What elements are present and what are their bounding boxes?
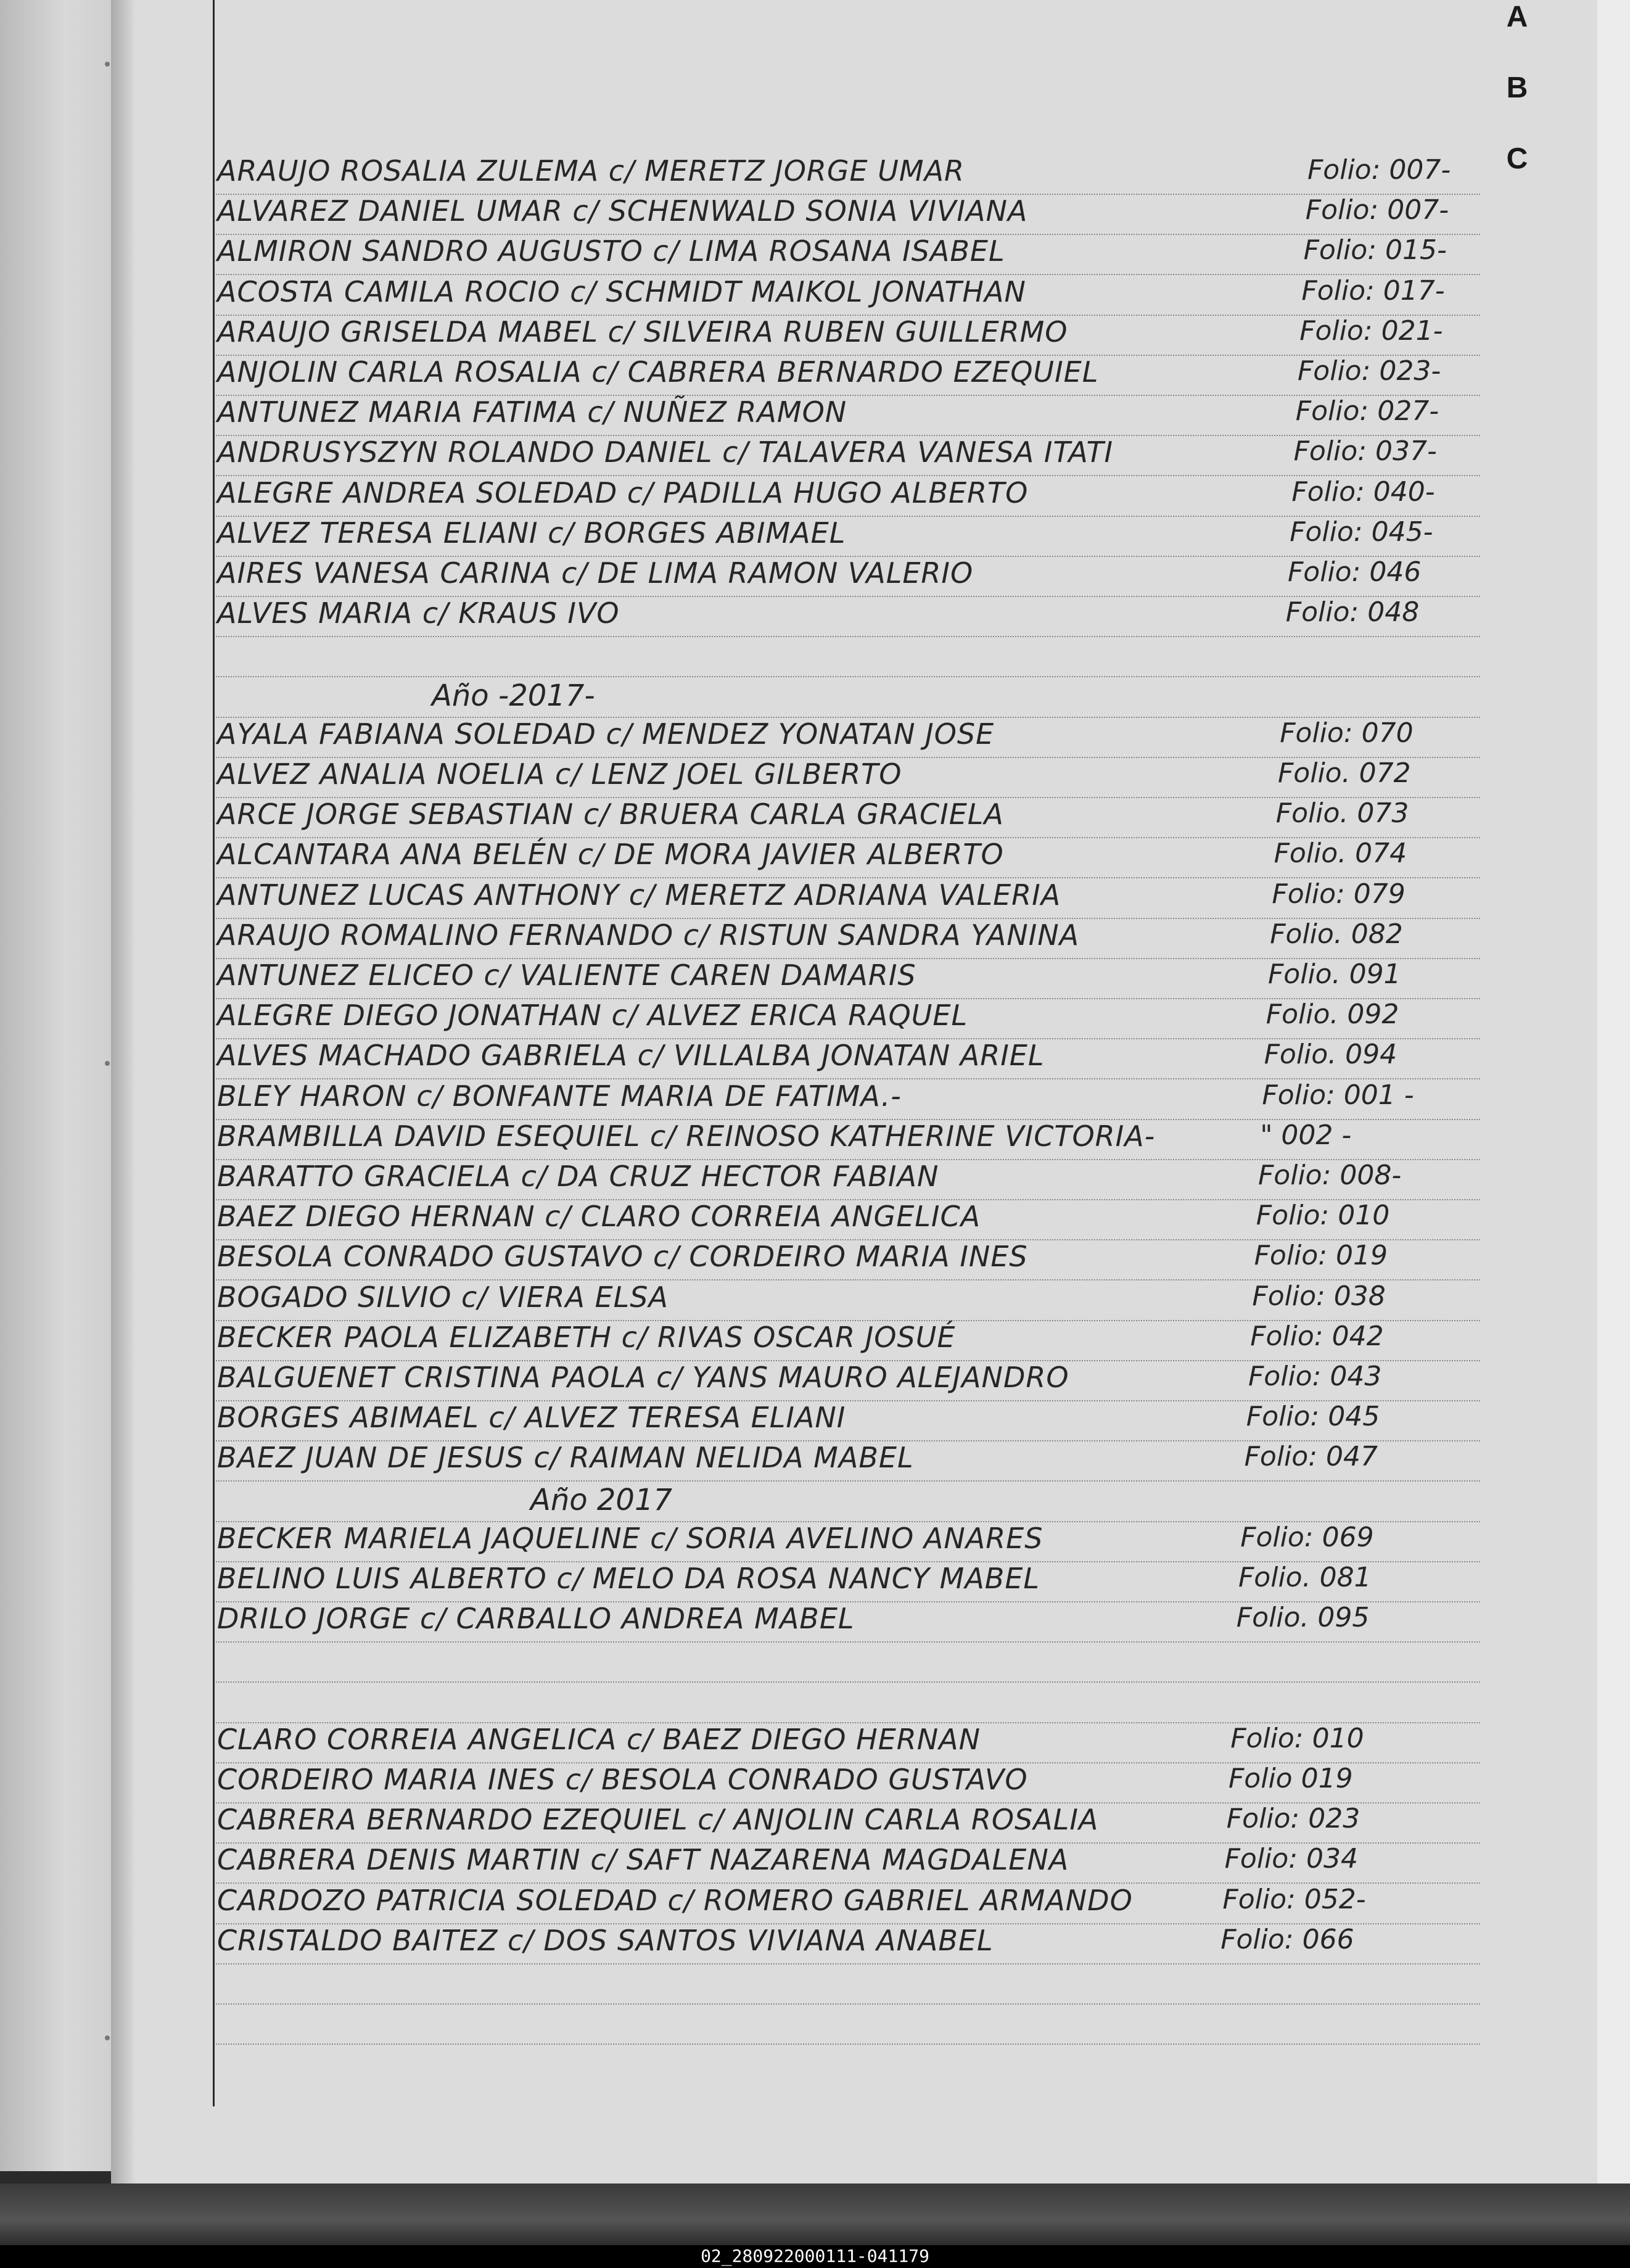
index-tab-a: A <box>1506 1 1528 33</box>
folio-number: Folio 019 <box>1229 1763 1353 1794</box>
folio-number: Folio. 082 <box>1270 918 1403 950</box>
folio-number: Folio: 019 <box>1254 1240 1388 1272</box>
case-entry: ALVEZ ANALIA NOELIA c/ LENZ JOEL GILBERTO <box>217 757 902 791</box>
case-entry: CARDOZO PATRICIA SOLEDAD c/ ROMERO GABRIEL ARMANDO <box>217 1883 1133 1917</box>
case-entry: ALEGRE ANDREA SOLEDAD c/ PADILLA HUGO ALBERTO <box>217 476 1029 509</box>
folio-number: Folio: 007- <box>1307 154 1451 186</box>
case-entry: CORDEIRO MARIA INES c/ BESOLA CONRADO GUSTAVO <box>217 1763 1028 1796</box>
ruled-line <box>216 2043 1480 2045</box>
case-entry: BLEY HARON c/ BONFANTE MARIA DE FATIMA.- <box>217 1079 902 1113</box>
folio-number: Folio: 001 - <box>1262 1079 1414 1111</box>
folio-number: Folio: 052- <box>1222 1883 1366 1915</box>
folio-number: Folio: 047 <box>1244 1441 1378 1473</box>
folio-number: Folio: 007- <box>1305 194 1449 226</box>
folio-number: Folio: 045 <box>1246 1401 1380 1433</box>
case-entry: BORGES ABIMAEL c/ ALVEZ TERESA ELIANI <box>217 1401 846 1435</box>
folio-number: Folio: 043 <box>1248 1361 1382 1392</box>
case-entry: BECKER PAOLA ELIZABETH c/ RIVAS OSCAR JOSUÉ <box>217 1320 956 1354</box>
year-heading: Año 2017 <box>530 1482 673 1517</box>
folio-number: Folio. 072 <box>1278 757 1411 789</box>
folio-number: Folio. 095 <box>1236 1602 1370 1634</box>
ruled-line <box>216 1963 1480 1965</box>
case-entry: AYALA FABIANA SOLEDAD c/ MENDEZ YONATAN JOSE <box>217 717 995 751</box>
folio-number: Folio: 015- <box>1303 234 1447 266</box>
case-entry: ALVES MACHADO GABRIELA c/ VILLALBA JONATAN ARIEL <box>217 1039 1045 1073</box>
case-entry: ANJOLIN CARLA ROSALIA c/ CABRERA BERNARDO EZEQUIEL <box>217 355 1099 389</box>
case-entry: CABRERA BERNARDO EZEQUIEL c/ ANJOLIN CARLA ROSALIA <box>217 1803 1099 1837</box>
case-entry: CLARO CORREIA ANGELICA c/ BAEZ DIEGO HERNAN <box>217 1722 981 1756</box>
folio-number: Folio: 046 <box>1288 556 1422 588</box>
case-entry: CABRERA DENIS MARTIN c/ SAFT NAZARENA MAGDALENA <box>217 1843 1069 1877</box>
folio-number: Folio: 066 <box>1220 1923 1354 1955</box>
folio-number: Folio: 021- <box>1299 315 1443 347</box>
spine-shadow <box>111 0 136 2183</box>
left-page <box>0 0 117 2171</box>
case-entry: BECKER MARIELA JAQUELINE c/ SORIA AVELINO ANARES <box>217 1521 1043 1555</box>
binding-hole <box>105 1061 110 1066</box>
case-entry: ARAUJO ROMALINO FERNANDO c/ RISTUN SANDRA YANINA <box>217 918 1080 952</box>
folio-number: Folio: 079 <box>1272 878 1406 910</box>
case-entry: ANTUNEZ LUCAS ANTHONY c/ MERETZ ADRIANA VALERIA <box>217 878 1061 912</box>
ruled-line <box>216 1480 1480 1482</box>
case-entry: ALCANTARA ANA BELÉN c/ DE MORA JAVIER ALBERTO <box>217 838 1004 872</box>
case-entry: ALVAREZ DANIEL UMAR c/ SCHENWALD SONIA VIVIANA <box>217 194 1028 228</box>
folio-number: Folio: 034 <box>1224 1843 1358 1875</box>
ruled-line <box>216 1641 1480 1643</box>
folio-number: " 002 - <box>1260 1119 1352 1151</box>
index-tab-c: C <box>1506 142 1528 175</box>
case-entry: BESOLA CONRADO GUSTAVO c/ CORDEIRO MARIA INES <box>217 1240 1028 1274</box>
ruled-line <box>216 676 1480 677</box>
case-entry: ALVEZ TERESA ELIANI c/ BORGES ABIMAEL <box>217 516 846 550</box>
folio-number: Folio: 038 <box>1252 1280 1386 1312</box>
index-tab-b: B <box>1506 72 1528 104</box>
folio-number: Folio: 027- <box>1295 395 1439 427</box>
year-heading: Año -2017- <box>432 678 595 713</box>
case-entry: ACOSTA CAMILA ROCIO c/ SCHMIDT MAIKOL JONATHAN <box>217 274 1026 308</box>
folio-number: Folio: 010 <box>1256 1200 1390 1232</box>
folio-number: Folio: 042 <box>1250 1320 1384 1352</box>
ruled-line <box>216 636 1480 637</box>
folio-number: Folio: 023 <box>1226 1803 1360 1835</box>
folio-number: Folio: 045- <box>1290 516 1433 548</box>
folio-number: Folio. 074 <box>1274 838 1407 870</box>
case-entry: ARCE JORGE SEBASTIAN c/ BRUERA CARLA GRACIELA <box>217 798 1004 831</box>
case-entry: BELINO LUIS ALBERTO c/ MELO DA ROSA NANCY MABEL <box>217 1562 1040 1595</box>
case-entry: ALEGRE DIEGO JONATHAN c/ ALVEZ ERICA RAQUEL <box>217 999 968 1033</box>
case-entry: ARAUJO ROSALIA ZULEMA c/ MERETZ JORGE UMAR <box>217 154 965 188</box>
case-entry: ALVES MARIA c/ KRAUS IVO <box>217 596 620 630</box>
folio-number: Folio: 037- <box>1293 435 1437 468</box>
case-entry: BAEZ DIEGO HERNAN c/ CLARO CORREIA ANGELICA <box>217 1200 981 1234</box>
table-surface <box>0 2183 1630 2245</box>
binding-hole <box>105 2035 110 2040</box>
case-entry: BAEZ JUAN DE JESUS c/ RAIMAN NELIDA MABEL <box>217 1441 914 1475</box>
folio-number: Folio. 094 <box>1264 1039 1397 1071</box>
folio-number: Folio: 069 <box>1240 1521 1374 1553</box>
case-entry: AIRES VANESA CARINA c/ DE LIMA RAMON VALERIO <box>217 556 974 590</box>
folio-number: Folio. 091 <box>1268 959 1401 990</box>
folio-number: Folio: 023- <box>1298 355 1441 387</box>
folio-number: Folio: 017- <box>1301 274 1445 307</box>
ruled-line <box>216 1681 1480 1683</box>
case-entry: BRAMBILLA DAVID ESEQUIEL c/ REINOSO KATHERINE VICTORIA- <box>217 1119 1156 1153</box>
case-entry: CRISTALDO BAITEZ c/ DOS SANTOS VIVIANA ANABEL <box>217 1923 994 1957</box>
case-entry: ANDRUSYSZYN ROLANDO DANIEL c/ TALAVERA VANESA ITATI <box>217 435 1114 469</box>
file-id-label: 02_280922000111-041179 <box>701 2246 929 2266</box>
folio-number: Folio: 008- <box>1258 1160 1402 1191</box>
case-entry: ALMIRON SANDRO AUGUSTO c/ LIMA ROSANA ISABEL <box>217 234 1005 268</box>
index-tab-strip <box>1597 0 1630 2183</box>
ruled-line <box>216 2003 1480 2005</box>
folio-number: Folio: 070 <box>1280 717 1414 749</box>
case-entry: ANTUNEZ MARIA FATIMA c/ NUÑEZ RAMON <box>217 395 847 429</box>
folio-number: Folio. 092 <box>1266 999 1399 1031</box>
case-entry: ARAUJO GRISELDA MABEL c/ SILVEIRA RUBEN GUILLERMO <box>217 315 1068 348</box>
case-entry: DRILO JORGE c/ CARBALLO ANDREA MABEL <box>217 1602 855 1636</box>
margin-line <box>213 0 215 2106</box>
folio-number: Folio. 073 <box>1275 798 1409 830</box>
folio-number: Folio: 048 <box>1285 596 1420 629</box>
case-entry: BARATTO GRACIELA c/ DA CRUZ HECTOR FABIAN <box>217 1160 939 1193</box>
folio-number: Folio. 081 <box>1238 1562 1372 1593</box>
folio-number: Folio: 040- <box>1291 476 1435 508</box>
case-entry: BOGADO SILVIO c/ VIERA ELSA <box>217 1280 669 1314</box>
binding-hole <box>105 62 110 67</box>
case-entry: ANTUNEZ ELICEO c/ VALIENTE CAREN DAMARIS <box>217 959 916 992</box>
case-entry: BALGUENET CRISTINA PAOLA c/ YANS MAURO ALEJANDRO <box>217 1361 1069 1394</box>
folio-number: Folio: 010 <box>1230 1722 1364 1754</box>
